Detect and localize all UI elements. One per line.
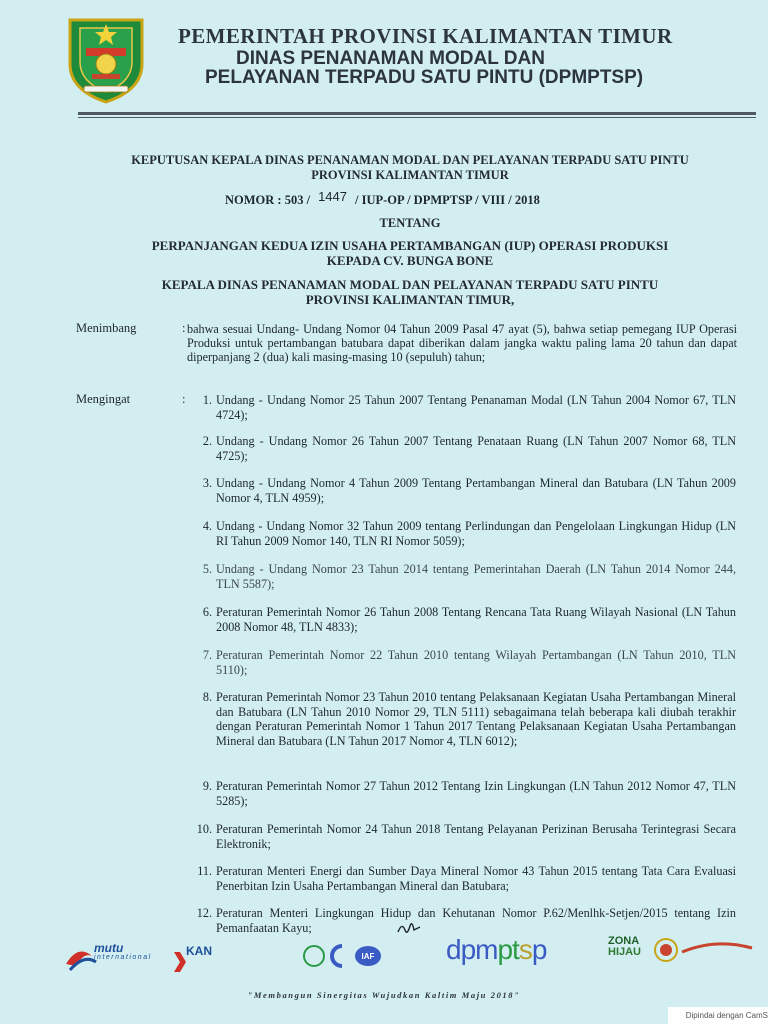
mengingat-item: [186, 864, 736, 893]
mengingat-label: Mengingat: [76, 392, 131, 406]
mengingat-item: [186, 605, 736, 634]
dpmptsp-logo-part2: pt: [497, 934, 519, 965]
footer-motto: "Membangun Sinergitas Wujudkan Kaltim Maju 2018": [247, 990, 521, 1000]
item-text: Undang - Undang Nomor 23 Tahun 2014 tentang Pemerintahan Daerah (LN Tahun 2014 Nomor 244, TLN 5587);: [216, 562, 736, 591]
subject-line1: PERPANJANGAN KEDUA IZIN USAHA PERTAMBANGAN (IUP) OPERASI PRODUKSI: [151, 238, 669, 253]
decree-number: [225, 189, 540, 208]
initial-signature-icon: [396, 918, 422, 938]
mengingat-item: [186, 822, 736, 851]
item-number: 3.: [202, 476, 212, 490]
kan-logo-text: KAN: [186, 944, 212, 958]
item-text: Peraturan Menteri Lingkungan Hidup dan Kehutanan Nomor P.62/Menlhk-Setjen/2015 tentang Izin Pemanfaatan Kayu;: [216, 906, 736, 935]
item-text: Peraturan Pemerintah Nomor 23 Tahun 2010 tentang Pelaksanaan Kegiatan Usaha Pertambangan Mineral dan Batubara (LN Tahun 2010 Nomor 29, TLN 5111) sebagaimana telah beberapa kali diubah terakhir dengan Peraturan Pemerintah Nomor 1 Tahun 2017 Tentang Pelaksanaan Kegiatan Usaha Pertambangan Mineral dan Batubara (LN Tahun 2017 Nomor 4, TLN 6012);: [216, 690, 736, 748]
menimbang-label: Menimbang: [76, 321, 137, 335]
item-text: Undang - Undang Nomor 32 Tahun 2009 tentang Perlindungan dan Pengelolaan Lingkungan Hidup (LN RI Tahun 2009 Nomor 140, TLN RI Nomor 5059);: [216, 519, 736, 548]
item-text: Peraturan Pemerintah Nomor 26 Tahun 2008 Tentang Rencana Tata Ruang Wilayah Nasional (LN Tahun 2008 Nomor 48, TLN 4833);: [216, 605, 736, 634]
mengingat-item: [186, 648, 736, 677]
mutu-logo-text: mutu: [94, 941, 124, 955]
zona-hijau-emblem-icon: [646, 934, 754, 968]
item-number: 12.: [196, 906, 212, 920]
item-number: 10.: [196, 822, 212, 836]
dpmptsp-logo-part3: s: [518, 934, 532, 965]
mengingat-item: [186, 562, 736, 591]
menimbang-text: bahwa sesuai Undang- Undang Nomor 04 Tahun 2009 Pasal 47 ayat (5), bahwa setiap pemegang IUP Operasi Produksi untuk pertambangan batubara dapat diberikan dalam jangka waktu paling lama 20 tahun dan dapat diperpanjang 2 (dua) kali masing-masing 10 (sepuluh) tahun;: [187, 322, 737, 365]
svg-text:IAF: IAF: [361, 952, 375, 961]
item-number: 7.: [202, 648, 212, 662]
item-text: Undang - Undang Nomor 26 Tahun 2007 Tentang Penataan Ruang (LN Tahun 2007 Nomor 68, TLN 4725);: [216, 434, 736, 463]
item-number: 9.: [202, 779, 212, 793]
subject-line2: KEPADA CV. BUNGA BONE: [326, 253, 494, 268]
mengingat-item: [186, 476, 736, 505]
zona-text: ZONA: [608, 935, 640, 947]
mutu-logo-subtext: international: [94, 954, 152, 961]
dpmptsp-logo: [446, 934, 546, 966]
item-text: Undang - Undang Nomor 4 Tahun 2009 Tentang Pertambangan Mineral dan Batubara (LN Tahun 2009 Nomor 4, TLN 4959);: [216, 476, 736, 505]
letterhead-divider-thin: [78, 117, 756, 118]
hijau-text: HIJAU: [608, 946, 642, 958]
letterhead-government-name: PEMERINTAH PROVINSI KALIMANTAN TIMUR: [178, 24, 673, 48]
item-number: 1.: [202, 393, 212, 407]
issuer-line1: KEPALA DINAS PENANAMAN MODAL DAN PELAYANAN TERPADU SATU PINTU: [161, 277, 659, 292]
decree-title-line1: KEPUTUSAN KEPALA DINAS PENANAMAN MODAL DAN PELAYANAN TERPADU SATU PINTU: [131, 153, 689, 167]
item-text: Peraturan Pemerintah Nomor 22 Tahun 2010 tentang Wilayah Pertambangan (LN Tahun 2010, TLN 5110);: [216, 648, 736, 677]
decree-title-line2: PROVINSI KALIMANTAN TIMUR: [311, 168, 509, 182]
mengingat-item: [186, 906, 736, 935]
mengingat-item: [186, 519, 736, 548]
letterhead-agency-name-line2: PELAYANAN TERPADU SATU PINTU (DPMPTSP): [205, 67, 644, 88]
item-text: Peraturan Pemerintah Nomor 27 Tahun 2012 Tentang Izin Lingkungan (LN Tahun 2012 Nomor 47, TLN 5285);: [216, 779, 736, 808]
item-number: 6.: [202, 605, 212, 619]
letterhead-divider-thick: [78, 112, 756, 115]
mengingat-item: [186, 690, 736, 748]
item-text: Peraturan Pemerintah Nomor 24 Tahun 2018 Tentang Pelayanan Perizinan Berusaha Terintegrasi Secara Elektronik;: [216, 822, 736, 851]
zona-hijau-logo-text: [608, 936, 641, 958]
tentang-heading: TENTANG: [379, 216, 441, 230]
item-number: 2.: [202, 434, 212, 448]
scanner-watermark: Dipindai dengan CamS: [668, 1007, 768, 1024]
mengingat-item: [186, 779, 736, 808]
mengingat-item: [186, 434, 736, 463]
item-text: Peraturan Menteri Energi dan Sumber Daya Mineral Nomor 43 Tahun 2015 tentang Tata Cara Evaluasi Penerbitan Izin Usaha Pertambangan Mineral dan Batubara;: [216, 864, 736, 893]
item-text: Undang - Undang Nomor 25 Tahun 2007 Tentang Penanaman Modal (LN Tahun 2004 Nomor 67, TLN 4724);: [216, 393, 736, 422]
item-number: 11.: [197, 864, 212, 878]
item-number: 8.: [202, 690, 212, 704]
mengingat-item: [186, 393, 736, 422]
decree-number-suffix: / IUP-OP / DPMPTSP / VIII / 2018: [354, 193, 540, 207]
item-number: 4.: [202, 519, 212, 533]
dpmptsp-logo-part1: dpm: [446, 934, 498, 965]
decree-number-prefix: NOMOR : 503 /: [225, 193, 311, 207]
dpmptsp-logo-part4: p: [531, 934, 547, 965]
letterhead-agency-name-line1: DINAS PENANAMAN MODAL DAN: [236, 48, 545, 69]
menimbang-colon: :: [182, 321, 186, 335]
item-number: 5.: [202, 562, 212, 576]
issuer-line2: PROVINSI KALIMANTAN TIMUR,: [305, 292, 515, 307]
east-kalimantan-crest-icon: [64, 14, 148, 104]
iaf-accreditation-logo-icon: [302, 938, 382, 972]
mengingat-colon: :: [182, 392, 186, 406]
decree-number-handwritten: 1447: [318, 189, 347, 204]
